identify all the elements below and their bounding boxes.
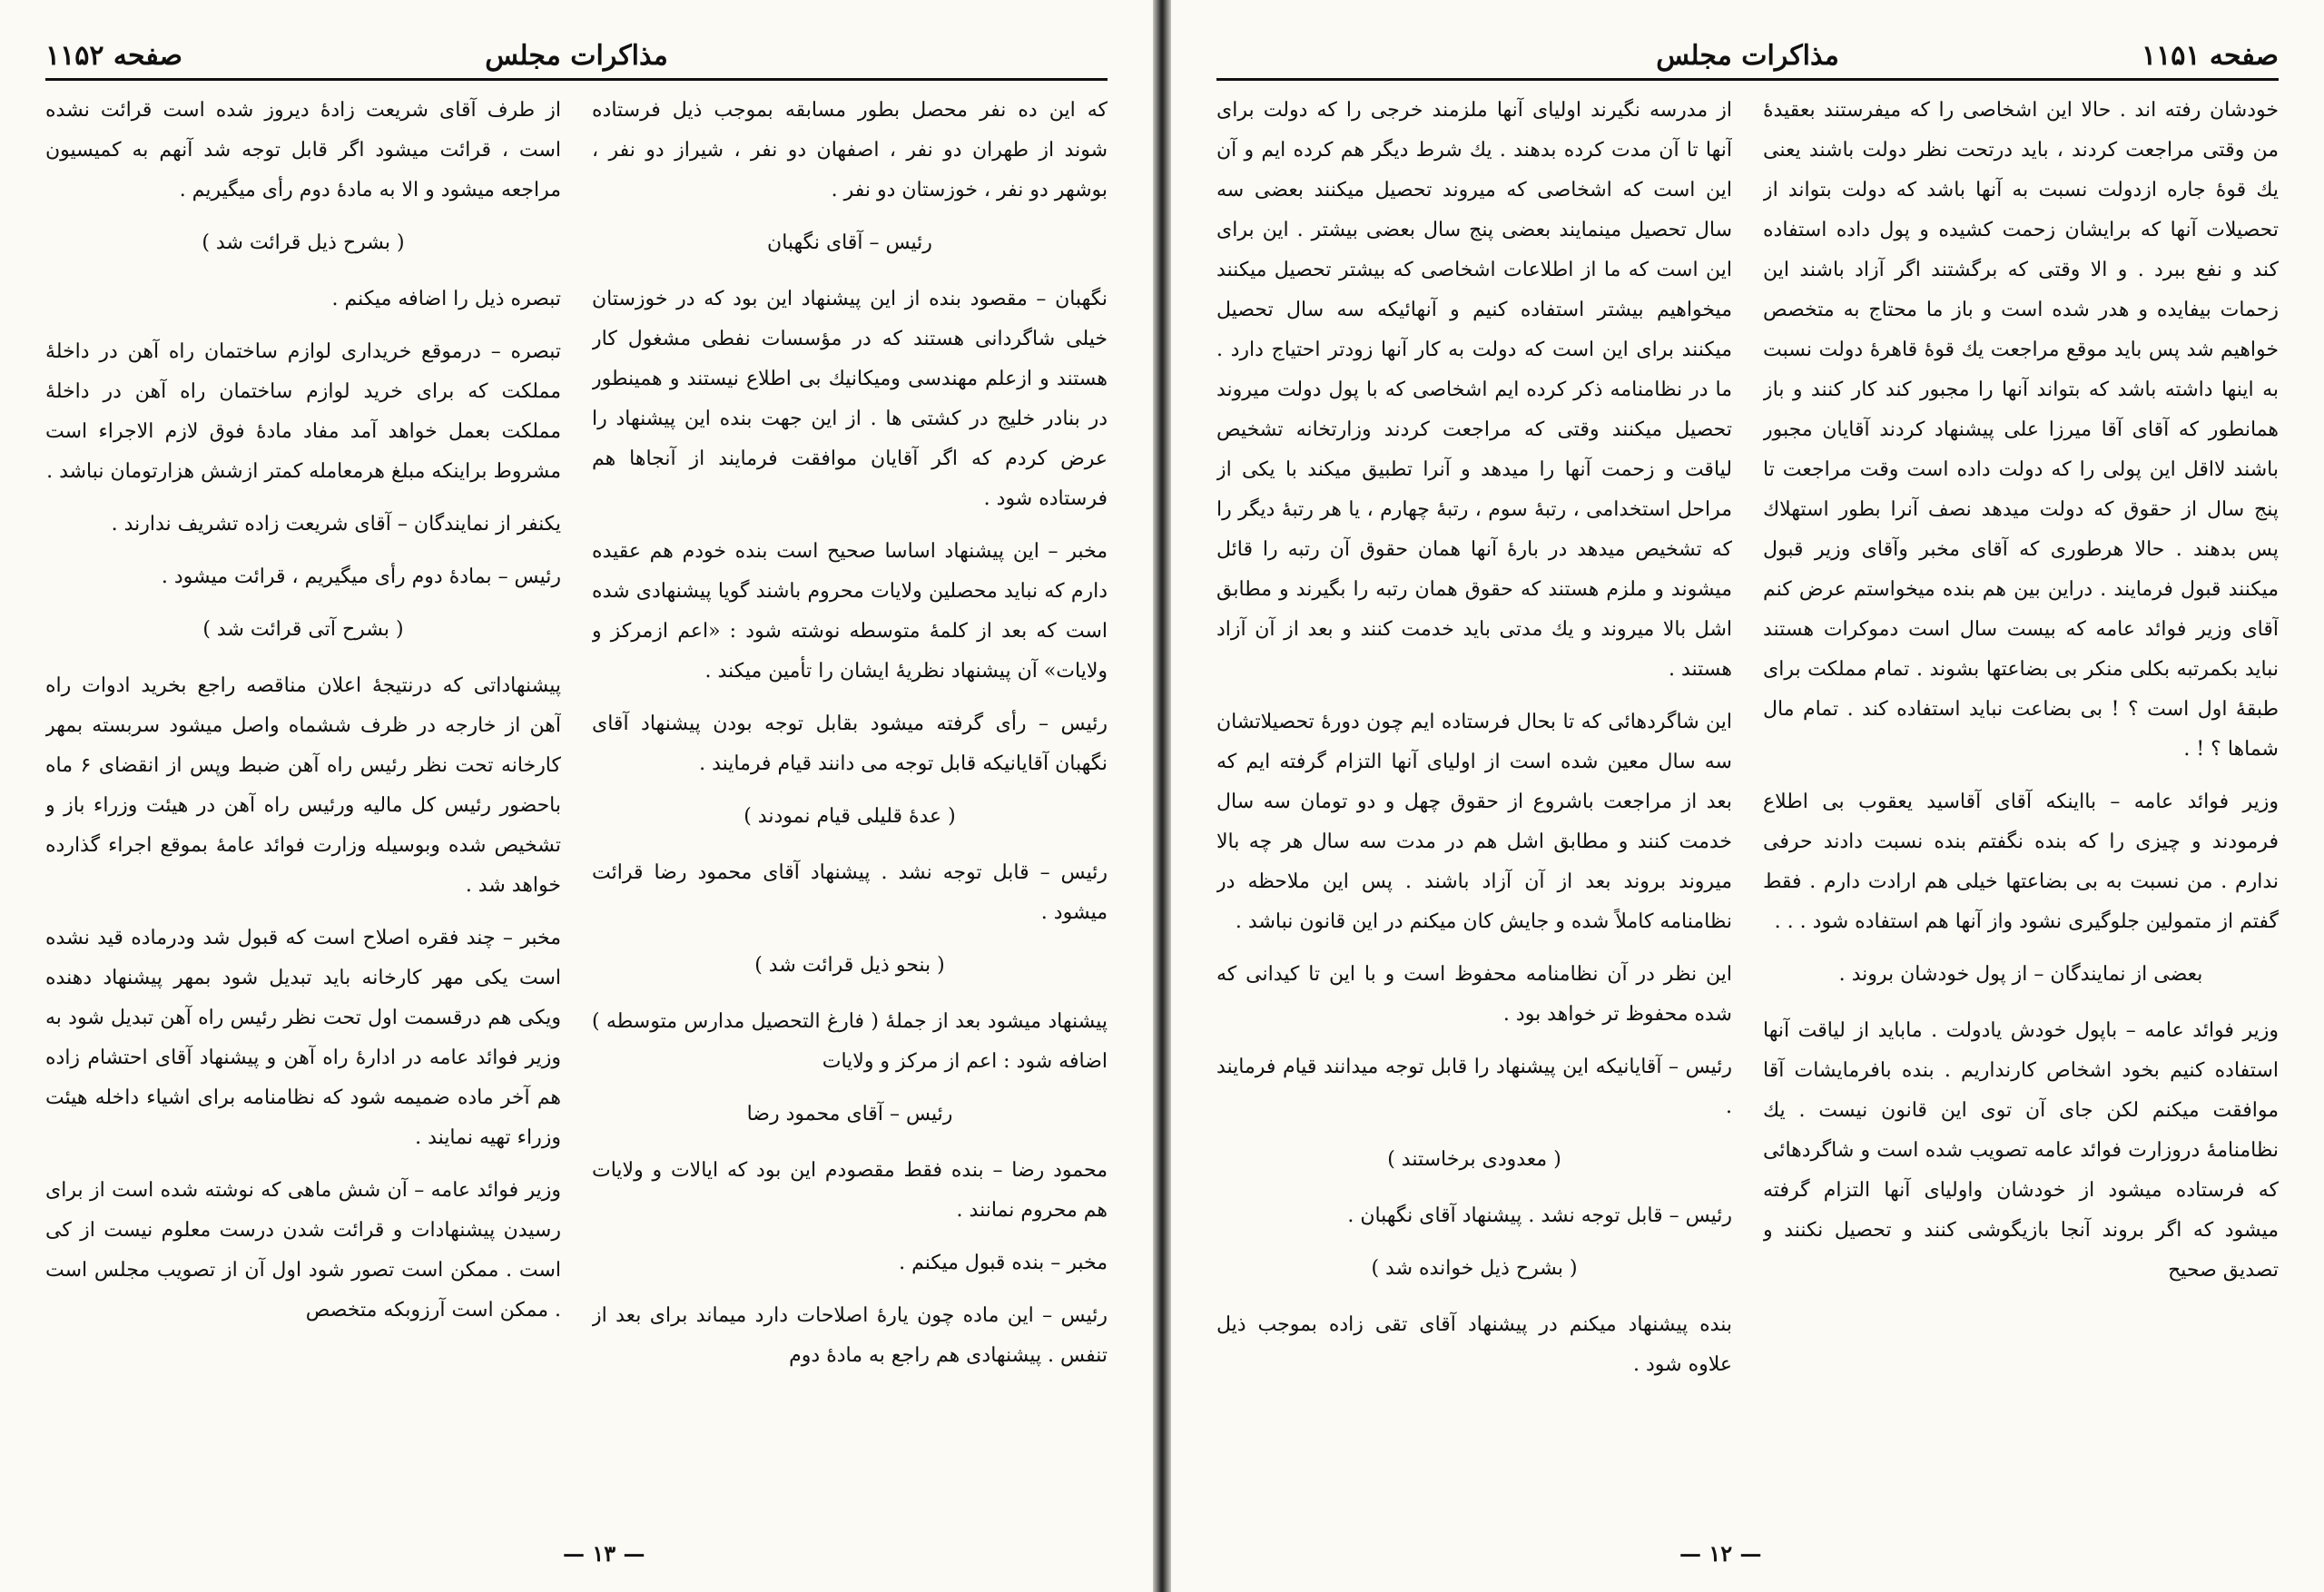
stage-note: ( معدودی برخاستند ) bbox=[1387, 1148, 1561, 1171]
paragraph: مخبر – این پیشنهاد اساسا صحیح است بنده خودم هم عقیده دارم كه نباید محصلین ولایات محروم باشند گویا پیشنهادی شده است كه بعد از كلمهٔ متوسطه نوشته شود : «اعم ازمركز و ولایات» آن پیشنهاد نظریهٔ ایشان را تأمین میكند . bbox=[592, 540, 1108, 683]
paragraph: این شاگردهائی كه تا بحال فرستاده ایم چون دورهٔ تحصیلاتشان سه سال معین شده است از اولیای آنها التزام گرفته ایم كه بعد از مراجعت باشروع از حقوق چهل و دو تومان سه سال خدمت كنند و مطابق اشل هم در مدت سه سال هر چه بالا میروند بروند بعد از آن آزاد باشند . پس این ملاحظه در نظامنامه كاملاً شده و جایش كان میكنم در این قانون نباشد . bbox=[1216, 711, 1732, 933]
right-page-number: صفحه ۱۱۵۱ bbox=[2142, 40, 2279, 72]
paragraph: یكنفر از نمایندگان – آقای شریعت زاده تشریف ندارند . bbox=[111, 513, 561, 536]
stage-note: ( عدهٔ قلیلی قیام نمودند ) bbox=[743, 805, 956, 828]
right-columns bbox=[1216, 91, 2279, 1519]
left-page-number: صفحه ۱۱۵۲ bbox=[45, 40, 182, 72]
stage-note: ( بشرح ذیل خوانده شد ) bbox=[1371, 1257, 1578, 1280]
paragraph: نگهبان – مقصود بنده از این پیشنهاد این بود كه در خوزستان خیلی شاگردانی هستند كه در مؤسسات نفطی مشغول كار هستند و ازعلم مهندسی ومیكانیك بی اطلاع نیستند و همینطور در بنادر خلیج در كشتی ها . از این جهت بنده این پیشنهاد را عرض كردم كه اگر آقایان موافقت فرمایند از آنجاها هم فرستاده شود . bbox=[592, 288, 1108, 510]
paragraph: مخبر – بنده قبول میكنم . bbox=[899, 1252, 1108, 1274]
left-page bbox=[0, 0, 1153, 1592]
left-page-right-column bbox=[592, 91, 1108, 1519]
paragraph: وزیر فوائد عامه – بااینكه آقای آقاسید یعقوب بی اطلاع فرمودند و چیزی را كه بنده نگفتم بنده نسبت دادند حرفی ندارم . من نسبت به بی بضاعتها خیلی هم ارادت دارم . فقط گفتم از متمولین جلوگیری نشود واز آنها هم استفاده شود . . . bbox=[1763, 791, 2279, 933]
left-page-left-column bbox=[45, 91, 561, 1519]
left-running-head bbox=[45, 36, 1108, 76]
right-page bbox=[1171, 0, 2324, 1592]
stage-note: ( بنحو ذیل قرائت شد ) bbox=[754, 954, 945, 977]
speaker-line: رئیس – آقای نگهبان bbox=[767, 231, 932, 254]
paragraph: از طرف آقای شریعت زادهٔ دیروز شده است قرائت نشده است ، قرائت میشود اگر قابل توجه شد آنهم به كمیسیون مراجعه میشود و الا به مادهٔ دوم رأی میگیریم . bbox=[45, 99, 561, 201]
paragraph: رئیس – این ماده چون یارهٔ اصلاحات دارد میماند برای بعد از تنفس . پیشنهادی هم راجع به مادهٔ دوم bbox=[592, 1304, 1108, 1367]
paragraph: مخبر – چند فقره اصلاح است كه قبول شد ودرماده قید نشده است یكی مهر كارخانه باید تبدیل شود بمهر پیشنهاد دهنده ویكی هم درقسمت اول تحت نظر رئیس راه آهن تبدیل شود به وزیر فوائد عامه در ادارهٔ راه آهن و پیشنهاد آقای احتشام زاده هم آخر ماده ضمیمه شود كه نظامنامه برای اشیاء داخله هیئت وزراء تهیه نمایند . bbox=[45, 927, 561, 1149]
book-gutter bbox=[1153, 0, 1171, 1592]
speaker-line: رئیس – آقای محمود رضا bbox=[746, 1103, 953, 1125]
stage-note: ( بشرح ذیل قرائت شد ) bbox=[202, 231, 405, 254]
paragraph: رئیس – رأی گرفته میشود بقابل توجه بودن پیشنهاد آقای نگهبان آقایانیكه قابل توجه می دانند قیام فرمایند . bbox=[592, 712, 1108, 775]
speaker-line: بعضی از نمایندگان – از پول خودشان بروند . bbox=[1838, 963, 2203, 986]
paragraph: از مدرسه نگیرند اولیای آنها ملزمند خرجی را كه دولت برای آنها تا آن مدت كرده بدهند . یك شرط دیگر هم كرده ایم و آن این است كه اشخاصی كه میروند تحصیل میكنند بعضی سه سال تحصیل مینمایند بعضی پنج سال بعضی بیشتر . این برای این است كه ما از اطلاعات اشخاصی كه بیشتر تحصیل میكنند میخواهیم بیشتر استفاده كنیم و آنهائیكه سه سال تحصیل میكنند برای این است كه دولت به كار آنها زودتر احتیاج دارد . ما در نظامنامه ذكر كرده ایم اشخاصی كه با پول دولت میروند تحصیل میكنند وقتی كه مراجعت كردند وزارتخانه تشخیص لیاقت و زحمت آنها را میدهد و آنرا تطبیق میكند با یكی از مراحل استخدامی ، رتبهٔ سوم ، رتبهٔ چهارم ، یا هر رتبهٔ دیگر را كه تشخیص میدهد در بارهٔ آنها همان حقوق آن رتبه را قائل میشوند و ملزم هستند كه حقوق همان رتبه را بگیرند و مطابق اشل بالا میروند و یك مدتی باید خدمت كنند و بعد از آن آزاد هستند . bbox=[1216, 99, 1732, 681]
left-header-title: مذاكرات مجلس bbox=[485, 40, 668, 72]
paragraph: رئیس – آقایانیكه این پیشنهاد را قابل توجه میدانند قیام فرمایند . bbox=[1216, 1056, 1732, 1118]
left-header-rule bbox=[45, 78, 1108, 81]
paragraph: رئیس – بمادهٔ دوم رأی میگیریم ، قرائت میشود . bbox=[161, 565, 561, 588]
right-header-title: مذاكرات مجلس bbox=[1656, 40, 1839, 72]
paragraph: كه این ده نفر محصل بطور مسابقه بموجب ذيل فرستاده شوند از طهران دو نفر ، اصفهان دو نفر ، شیراز دو نفر ، بوشهر دو نفر ، خوزستان دو نفر . bbox=[592, 99, 1108, 201]
paragraph: رئیس – قابل توجه نشد . پیشنهاد آقای محمود رضا قرائت میشود . bbox=[592, 861, 1108, 924]
paragraph: پیشنهاداتی كه درنتیجهٔ اعلان مناقصه راجع بخرید ادوات راه آهن از خارجه در ظرف ششماه واصل میشود سربسته بمهر كارخانه تحت نظر رئیس راه آهن ضبط وپس از انقضای ۶ ماه باحضور رئیس كل مالیه ورئیس راه آهن در هیئت وزراء باز و تشخیص شده وبوسیله وزارت فوائد عامهٔ بموقع اجراء گذارده خواهد شد . bbox=[45, 674, 561, 897]
right-header-rule bbox=[1216, 78, 2279, 81]
right-page-left-column bbox=[1216, 91, 1732, 1519]
paragraph: محمود رضا – بنده فقط مقصودم این بود كه ایالات و ولایات هم محروم نمانند . bbox=[592, 1159, 1108, 1222]
paragraph: خودشان رفته اند . حالا این اشخاصی را كه میفرستند بعقیدهٔ من وقتی مراجعت كردند ، باید درتحت نظر دولت باشند یعنی یك قوهٔ جاره ازدولت نسبت به آنها باشد كه دولت بتواند از تحصیلات آنها كه برایشان زحمت كشیده و پول داده استفاده كند و نفع ببرد . و الا وقتی كه برگشتند اگر آزاد باشند این زحمات بیفایده و هدر شده است و باز ما محتاج به متخصص خواهیم شد پس باید موقع مراجعت یك قوهٔ قاهرهٔ دولت نسبت به اینها داشته باشد كه بتواند آنها را مجبور كند كار كنند و باز همانطور كه آقای آقا میرزا علی پیشنهاد كردند آقایان مجبور باشند لااقل این پولی را كه دولت داده است وقت مراجعت تا پنج سال از حقوق كه دولت میدهد نصف آنرا بطور استهلاك پس بدهند . حالا هرطوری كه آقای مخبر وآقای وزیر قبول میكنند قبول فرمایند . دراین بین هم بنده میخواستم عرض كنم آقای وزیر فوائد عامه كه بیست سال است دموكرات هستند نباید بكمرتبه بكلی منكر بی بضاعتها بشوند . تمام مملكت برای طبقهٔ اول است ؟ ! بی بضاعت نباید استفاده كند . تمام مال شماها ؟ ! . bbox=[1763, 99, 2279, 761]
stage-note: ( بشرح آتی قرائت شد ) bbox=[202, 618, 404, 641]
paragraph: تبصره ذیل را اضافه میكنم . bbox=[331, 288, 561, 310]
right-running-head bbox=[1216, 36, 2279, 76]
paragraph: پیشنهاد میشود بعد از جملهٔ ( فارغ التحصیل مدارس متوسطه ) اضافه شود : اعم از مركز و ولایات bbox=[592, 1010, 1108, 1073]
right-page-right-column bbox=[1763, 91, 2279, 1519]
paragraph: بنده پیشنهاد میكنم در پیشنهاد آقای تقی زاده بموجب ذیل علاوه شود . bbox=[1216, 1313, 1732, 1376]
right-page-footer: — ۱۲ — bbox=[1679, 1540, 1762, 1567]
left-columns bbox=[45, 91, 1108, 1519]
paragraph: رئیس – قابل توجه نشد . پیشنهاد آقای نگهبان . bbox=[1347, 1204, 1732, 1227]
paragraph: تبصره – درموقع خریداری لوازم ساختمان راه آهن در داخلهٔ مملكت كه برای خرید لوازم ساختمان راه آهن در داخلهٔ مملكت بعمل خواهد آمد مفاد مادهٔ فوق لازم الاجراء است مشروط براینكه مبلغ هرمعامله كمتر ازشش هزارتومان نباشد . bbox=[45, 340, 561, 483]
left-page-footer: — ۱۳ — bbox=[563, 1540, 645, 1567]
paragraph: این نظر در آن نظامنامه محفوظ است و با این تا كیدانی كه شده محفوظ تر خواهد بود . bbox=[1216, 963, 1732, 1026]
paragraph: وزیر فوائد عامه – باپول خودش یادولت . ماباید از لیاقت آنها استفاده كنیم بخود اشخاص كارنداریم . بنده بافرمایشات آقا موافقت میكنم لكن جای آن توی این قانون نیست . یك نظامنامهٔ دروزارت فوائد عامه تصویب شده است و شاگردهائی كه فرستاده میشود از خودشان واولیای آنها التزام گرفته میشود كه اگر بروند آنجا بازیگوشی كنند و تحصیل نكنند و تصدیق صحیح bbox=[1763, 1019, 2279, 1282]
paragraph: وزیر فوائد عامه – آن شش ماهی كه نوشته شده است از برای رسیدن پیشنهادات و قرائت شدن درست معلوم نیست از كی است . ممكن است تصور شود اول آن از تصویب مجلس است . ممكن است آرزوبكه متخصص bbox=[45, 1179, 561, 1322]
